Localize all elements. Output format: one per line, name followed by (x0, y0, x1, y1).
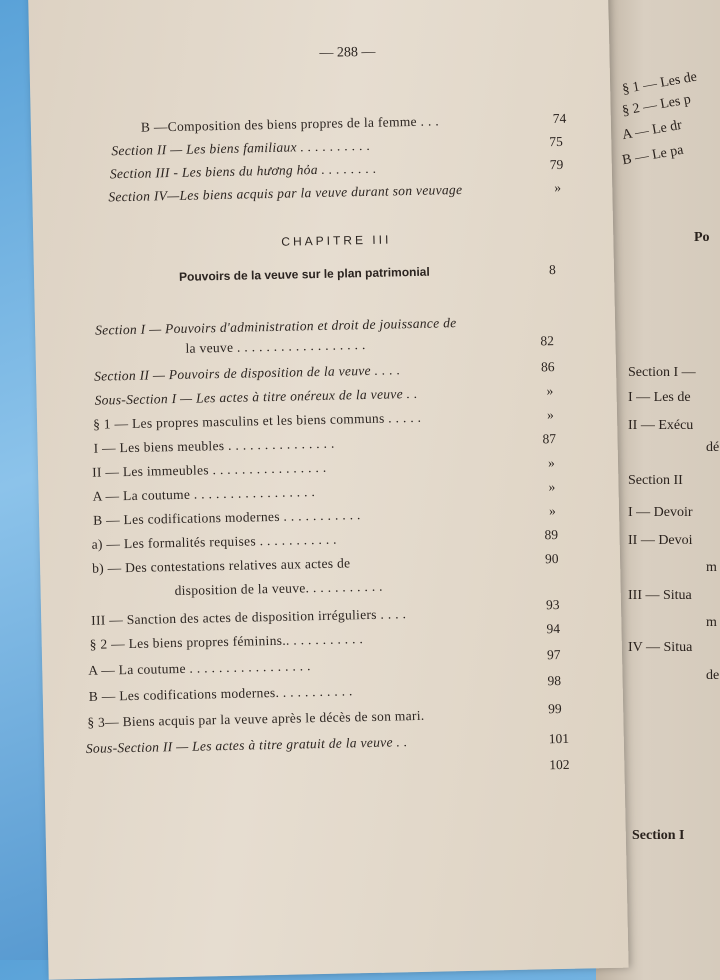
chapter-title: Pouvoirs de la veuve sur le plan patrimonial (178, 264, 430, 284)
toc-entry-label: § 3— Biens acquis par la veuve après le décès de son mari. (87, 707, 425, 730)
toc-entry-label: I — Les biens meubles . . . . . . . . . . . . . . . (93, 435, 335, 456)
toc-entry-page: 101 (548, 730, 570, 747)
toc-entry-page: 102 (549, 756, 570, 773)
right-line: III — Situa (628, 588, 692, 603)
toc-entry-label: Section II — Pouvoirs de disposition de la veuve . . . . (93, 362, 401, 384)
toc-entry-label: II — Les immeubles . . . . . . . . . . . . . . . . (91, 459, 327, 480)
toc-entry-page: 87 (542, 431, 557, 447)
toc-entry-page: » (554, 179, 562, 196)
toc-entry-label: A — La coutume . . . . . . . . . . . . . . . . . (92, 484, 316, 504)
toc-entry-page: 82 (540, 333, 555, 349)
toc-entry-label: Section II — Les biens familiaux . . . . . . . . . . (111, 137, 371, 159)
toc-entry-page: 86 (540, 359, 555, 375)
right-line: Section I (632, 828, 685, 843)
toc-entry-label: § 2 — Les biens propres féminins.. . . . . . . . . . . (89, 631, 364, 652)
toc-entry-page: 97 (546, 646, 561, 663)
right-line: Po (694, 230, 710, 245)
right-line: IV — Situa (628, 640, 693, 655)
right-line: I — Les de (628, 390, 691, 405)
toc-entry-label: III — Sanction des actes de disposition irréguliers . . . . (91, 606, 407, 628)
toc-entry-page: 89 (544, 527, 559, 543)
toc-entry-label: Section IV—Les biens acquis par la veuve durant son veuvage (108, 181, 463, 205)
toc-entry-label: A — La coutume . . . . . . . . . . . . . . . . . (88, 658, 311, 678)
toc-entry-label: la veuve . . . . . . . . . . . . . . . . . . (185, 337, 366, 356)
toc-entry-page: 99 (548, 700, 562, 717)
toc-entry-page: » (548, 503, 556, 519)
right-line: m (706, 560, 717, 575)
right-line: II — Exécu (628, 418, 694, 433)
right-line: dé (706, 440, 720, 455)
toc-entry-label: b) — Des contestations relatives aux actes de (91, 555, 351, 576)
right-line: m (706, 615, 717, 630)
toc-entry-page: 79 (549, 156, 564, 173)
toc-entry-label: Section I — Pouvoirs d'administration et droit de jouissance de (94, 315, 457, 338)
toc-entry-label: B —Composition des biens propres de la femme . . . (140, 113, 440, 135)
toc-entry-page: 74 (552, 110, 567, 127)
chapter-heading: CHAPITRE III (281, 232, 392, 249)
right-line: I — Devoir (628, 505, 693, 520)
right-line: B — Le pa (621, 142, 685, 169)
toc-entry-page: 98 (547, 672, 562, 689)
right-line: II — Devoi (628, 533, 693, 548)
toc-entry-page: » (546, 407, 554, 423)
left-page (28, 0, 629, 980)
toc-entry-label: B — Les codifications modernes . . . . . . . . . . . (92, 507, 361, 528)
page-number: — 288 — (319, 44, 376, 61)
right-line: Section I — (628, 365, 696, 380)
toc-entry-label: B — Les codifications modernes. . . . . . . . . . . (88, 683, 353, 704)
toc-entry-label: Section III - Les biens du hương hỏa . . . . . . . . (109, 160, 377, 182)
right-line: § 1 — Les de (621, 69, 699, 98)
toc-entry-page: » (548, 479, 556, 495)
right-line: A — Le dr (621, 117, 684, 144)
toc-entry-label: disposition de la veuve. . . . . . . . . . . (174, 578, 383, 599)
toc-entry-label: a) — Les formalités requises . . . . . . . . . . . (91, 531, 337, 552)
right-line: § 2 — Les p (621, 92, 692, 119)
right-line: Section II (628, 473, 683, 488)
chapter-page: 8 (548, 262, 556, 278)
toc-entry-label: Sous-Section II — Les actes à titre gratuit de la veuve . . (85, 734, 408, 756)
toc-entry-page: 94 (546, 621, 561, 637)
toc-entry-page: 90 (544, 551, 559, 567)
toc-entry-page: » (547, 455, 555, 471)
toc-entry-label: § 1 — Les propres masculins et les biens communs . . . . . (92, 409, 422, 432)
toc-entry-label: Sous-Section I — Les actes à titre onéreux de la veuve . . (94, 385, 418, 408)
toc-entry-page: » (546, 383, 554, 399)
toc-entry-page: 93 (545, 597, 560, 613)
toc-entry-page: 75 (549, 133, 563, 150)
right-line: de (706, 668, 720, 683)
